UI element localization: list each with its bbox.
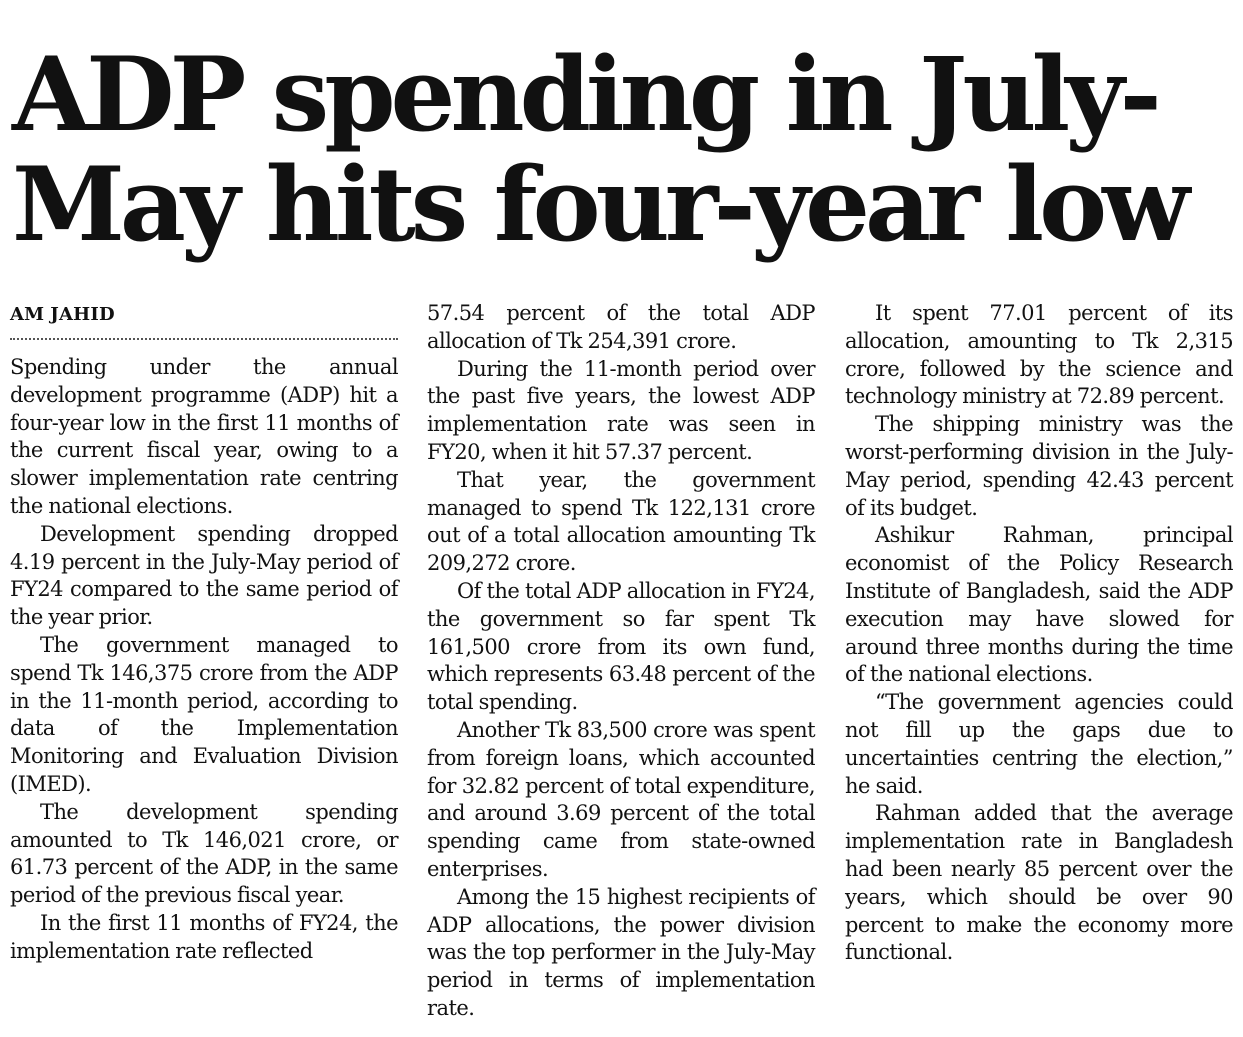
article-column-1 [10, 300, 398, 966]
paragraph: During the 11-month period over the past five years, the lowest ADP implementation rate was seen in FY20, when it hit 57.37 percent. [427, 356, 815, 464]
headline-line-1: ADP spending in July- [12, 35, 1157, 155]
paragraph: That year, the government managed to spend Tk 122,131 crore out of a total allocation amounting Tk 209,272 crore. [427, 467, 815, 576]
byline: AM JAHID [10, 300, 398, 340]
paragraph: Spending under the annual development programme (ADP) hit a four-year low in the first 11 months of the current fiscal year, owing to a slower implementation rate centring the national elections. [10, 355, 398, 518]
paragraph-continued: 57.54 percent of the total ADP allocation of Tk 254,391 crore. [427, 301, 815, 353]
paragraph: Development spending dropped 4.19 percent in the July-May period of FY24 compared to the same period of the year prior. [10, 521, 398, 630]
paragraph: Among the 15 highest recipients of ADP allocations, the power division was the top performer in the July-May period in terms of implementation rate. [427, 884, 815, 1020]
paragraph: Another Tk 83,500 crore was spent from foreign loans, which accounted for 32.82 percent of total expenditure, and around 3.69 percent of the total spending came from state-owned enterprises. [427, 717, 815, 881]
headline-line-2: May hits four-year low [12, 145, 1185, 265]
paragraph: The development spending amounted to Tk 146,021 crore, or 61.73 percent of the ADP, in the same period of the previous fiscal year. [10, 799, 398, 908]
article-column-3 [845, 300, 1233, 967]
paragraph: Of the total ADP allocation in FY24, the government so far spent Tk 161,500 crore from its own fund, which represents 63.48 percent of the total spending. [427, 578, 815, 715]
paragraph: The shipping ministry was the worst-performing division in the July-May period, spending 42.43 percent of its budget. [845, 412, 1233, 520]
article-column-2 [427, 300, 815, 1023]
paragraph: Rahman added that the average implementation rate in Bangladesh had been nearly 85 percent over the years, which should be over 90 percent to make the economy more functional. [845, 801, 1233, 965]
headline [12, 35, 1237, 265]
paragraph: It spent 77.01 percent of its allocation, amounting to Tk 2,315 crore, followed by the science and technology ministry at 72.89 percent. [845, 301, 1233, 409]
paragraph: The government managed to spend Tk 146,375 crore from the ADP in the 11-month period, according to data of the Implementation Monitoring and Evaluation Division (IMED). [10, 632, 398, 796]
paragraph: In the first 11 months of FY24, the implementation rate reflected [10, 910, 398, 963]
paragraph: Ashikur Rahman, principal economist of the Policy Research Institute of Bangladesh, said the ADP execution may have slowed for around three months during the time of the national elections. [845, 523, 1233, 687]
paragraph: “The government agencies could not fill up the gaps due to uncertainties centring the election,” he said. [845, 690, 1233, 798]
